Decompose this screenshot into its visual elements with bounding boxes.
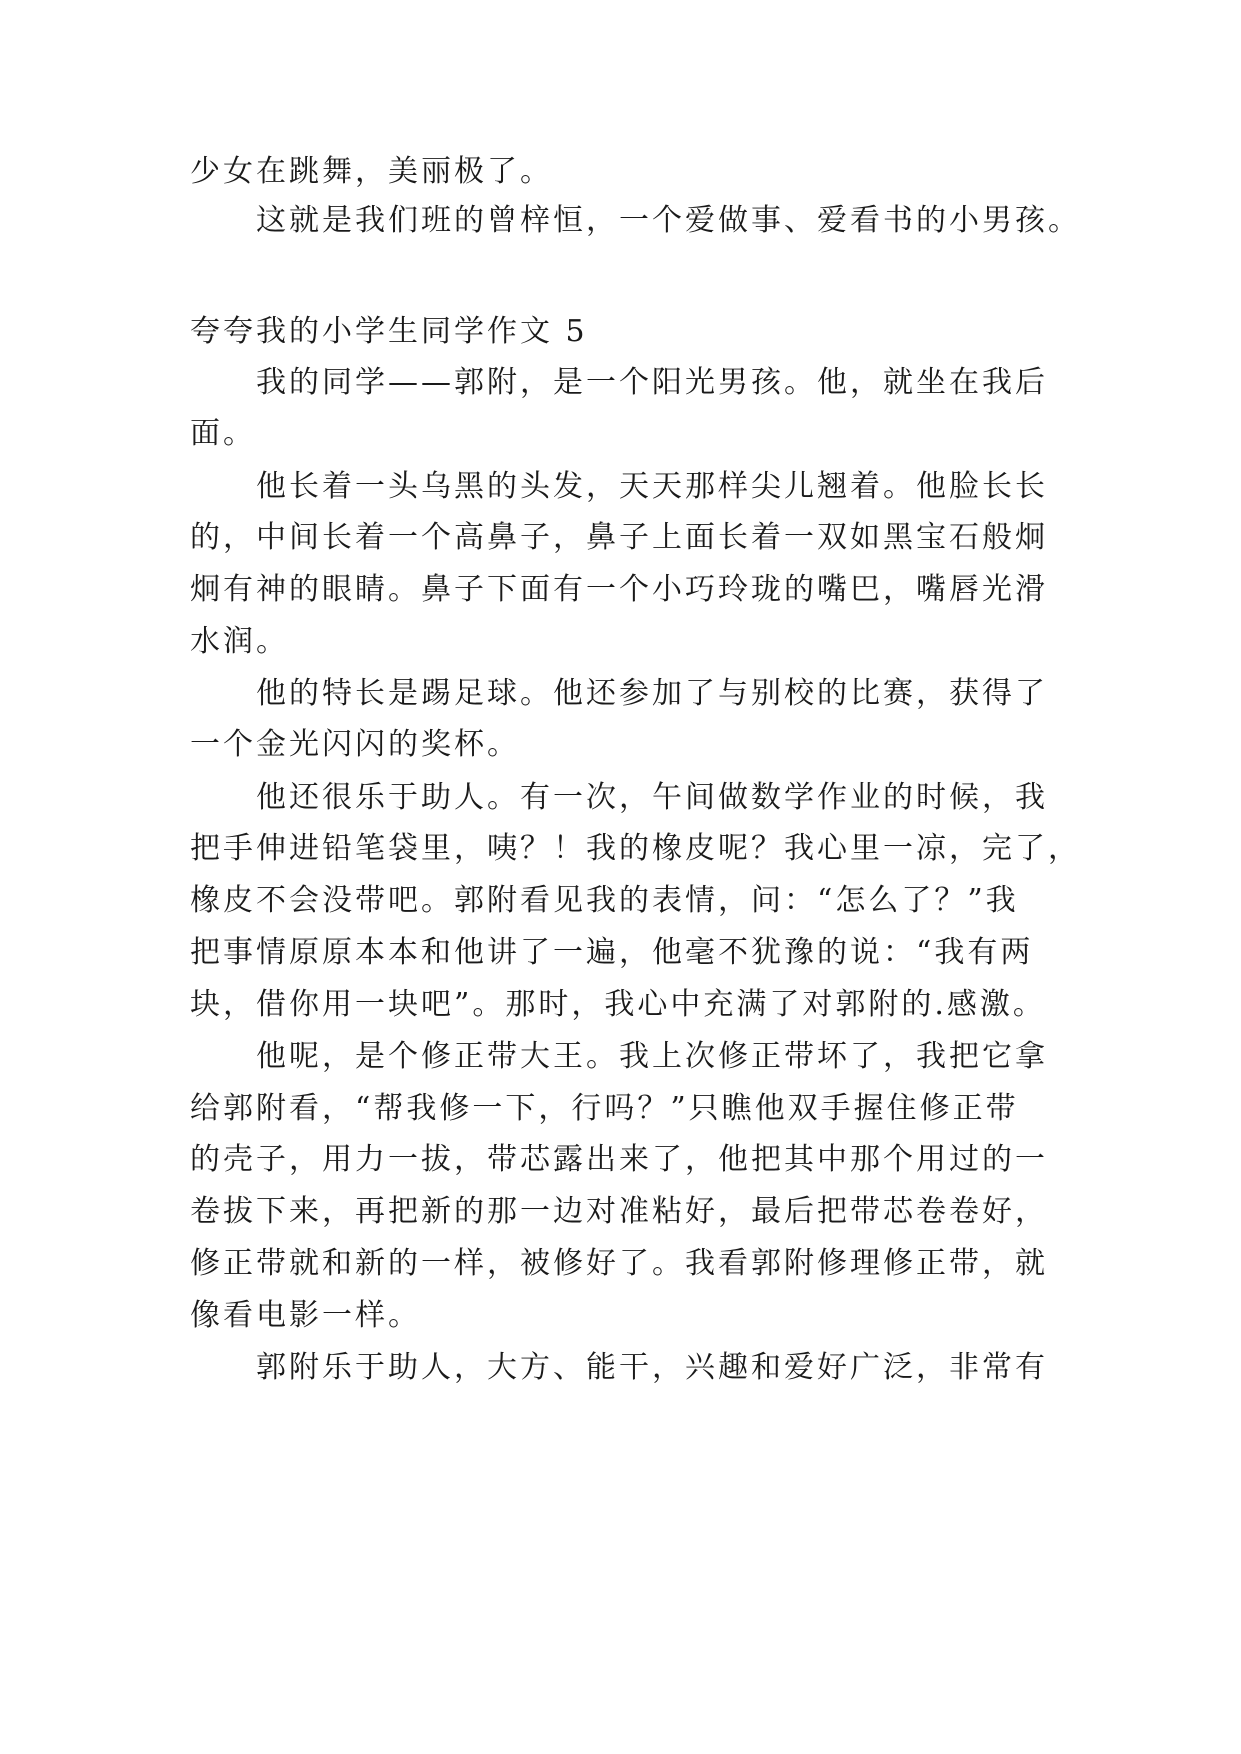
text-line: 一个金光闪闪的奖杯。 bbox=[190, 727, 520, 762]
text-line: 这就是我们班的曾梓恒，一个爱做事、爱看书的小男孩。 bbox=[256, 203, 1081, 238]
text-line: 他还很乐于助人。有一次，午间做数学作业的时候，我 bbox=[256, 780, 1048, 815]
text-line: 少女在跳舞，美丽极了。 bbox=[190, 154, 553, 189]
text-line: 块，借你用一块吧”。那时，我心中充满了对郭附的.感激。 bbox=[190, 987, 1046, 1022]
text-line: 他长着一头乌黑的头发，天天那样尖儿翘着。他脸长长 bbox=[256, 469, 1048, 504]
text-line: 像看电影一样。 bbox=[190, 1298, 421, 1333]
section-title: 夸夸我的小学生同学作文 5 bbox=[190, 314, 588, 349]
text-line: 的，中间长着一个高鼻子，鼻子上面长着一双如黑宝石般炯 bbox=[190, 520, 1048, 555]
text-line: 郭附乐于助人，大方、能干，兴趣和爱好广泛，非常有 bbox=[256, 1350, 1048, 1385]
text-line: 炯有神的眼睛。鼻子下面有一个小巧玲珑的嘴巴，嘴唇光滑 bbox=[190, 572, 1048, 607]
text-line: 把事情原原本本和他讲了一遍，他毫不犹豫的说：“我有两 bbox=[190, 935, 1034, 970]
text-line: 把手伸进铅笔袋里，咦？！我的橡皮呢？我心里一凉，完了， bbox=[190, 831, 1081, 866]
text-line: 面。 bbox=[190, 416, 256, 451]
text-line: 给郭附看，“帮我修一下，行吗？”只瞧他双手握住修正带 bbox=[190, 1091, 1019, 1126]
text-line: 橡皮不会没带吧。郭附看见我的表情，问：“怎么了？”我 bbox=[190, 883, 1019, 918]
text-line: 的壳子，用力一拔，带芯露出来了，他把其中那个用过的一 bbox=[190, 1142, 1048, 1177]
text-line: 我的同学——郭附，是一个阳光男孩。他，就坐在我后 bbox=[256, 365, 1048, 400]
text-line: 修正带就和新的一样，被修好了。我看郭附修理修正带，就 bbox=[190, 1246, 1048, 1281]
text-line: 卷拔下来，再把新的那一边对准粘好，最后把带芯卷卷好， bbox=[190, 1194, 1048, 1229]
text-line: 他呢，是个修正带大王。我上次修正带坏了，我把它拿 bbox=[256, 1039, 1048, 1074]
text-line: 水润。 bbox=[190, 624, 289, 659]
text-line: 他的特长是踢足球。他还参加了与别校的比赛，获得了 bbox=[256, 676, 1048, 711]
